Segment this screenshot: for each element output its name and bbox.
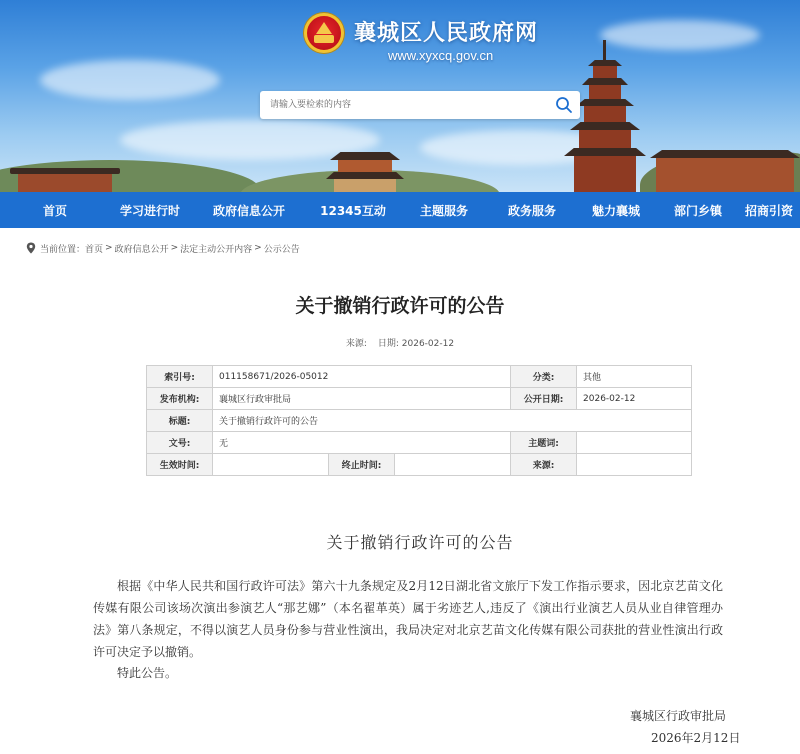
table-row xyxy=(147,366,692,388)
pubdate-label: 公开日期: xyxy=(511,388,577,410)
table-row xyxy=(147,454,692,476)
nav-item-charm-xiangcheng[interactable]: 魅力襄城 xyxy=(591,203,640,218)
subject-value xyxy=(577,432,692,454)
source-label: 来源: xyxy=(345,339,367,349)
header-banner xyxy=(0,0,800,192)
publisher-label: 发布机构: xyxy=(147,388,213,410)
title-value: 关于撤销行政许可的公告 xyxy=(213,410,692,432)
source-info-label: 来源: xyxy=(511,454,577,476)
breadcrumb-separator: > xyxy=(254,243,262,253)
title-label: 标题: xyxy=(147,410,213,432)
pavilion-illustration xyxy=(330,152,400,192)
breadcrumb xyxy=(26,241,300,255)
document-info-table xyxy=(146,365,692,476)
table-row xyxy=(147,432,692,454)
signature-date: 2026年2月12日 xyxy=(651,731,741,745)
subject-label: 主题词: xyxy=(511,432,577,454)
index-label: 索引号: xyxy=(147,366,213,388)
breadcrumb-statutory-content[interactable]: 法定主动公开内容 xyxy=(180,244,253,255)
nav-item-12345[interactable]: 12345互动 xyxy=(320,203,386,218)
signature-agency: 襄城区行政审批局 xyxy=(630,709,727,723)
nav-item-gov-info[interactable]: 政府信息公开 xyxy=(212,203,285,218)
nav-item-departments[interactable]: 部门乡镇 xyxy=(673,203,722,218)
index-value: 011158671/2026-05012 xyxy=(213,366,511,388)
nav-item-study[interactable]: 学习进行时 xyxy=(119,203,180,218)
article-date: 2026-02-12 xyxy=(401,339,455,349)
publisher-value: 襄城区行政审批局 xyxy=(213,388,511,410)
end-value xyxy=(395,454,511,476)
table-row xyxy=(147,388,692,410)
document-body: 根据《中华人民共和国行政许可法》第六十九条规定及2月12日湖北省文旅厅下发工作指示要求，因北京艺苗文化传媒有限公司该场次演出参演艺人“那艺娜”（本名翟革英）属于劣迹艺人,违反了《演出行业演艺人员从业自律管理办法》第八条规定，不得以演艺人员身份参与营业性演出，我局决定对北京艺苗文化传媒有限公司获批的营业性演出行政许可决定予以撤销。 xyxy=(93,579,723,659)
pavilion-illustration xyxy=(0,168,130,192)
nav-item-investment[interactable]: 招商引资 xyxy=(744,203,793,218)
location-pin-icon xyxy=(26,242,36,254)
date-label: 日期: 2026-02-12 xyxy=(377,339,455,349)
breadcrumb-gov-info[interactable]: 政府信息公开 xyxy=(114,244,169,255)
pavilion-illustration xyxy=(650,150,800,192)
search-box xyxy=(260,91,580,119)
nav-item-home[interactable]: 首页 xyxy=(42,203,67,218)
nav-item-theme-services[interactable]: 主题服务 xyxy=(419,203,468,218)
page-title: 关于撤销行政许可的公告 xyxy=(295,295,505,317)
document-closing: 特此公告。 xyxy=(117,666,178,680)
breadcrumb-separator: > xyxy=(170,243,179,253)
source-info-value xyxy=(577,454,692,476)
document-heading: 关于撤销行政许可的公告 xyxy=(326,533,514,552)
site-title[interactable]: 襄城区人民政府网 xyxy=(354,21,539,46)
nav-item-gov-services[interactable]: 政务服务 xyxy=(507,203,556,218)
category-label: 分类: xyxy=(511,366,577,388)
breadcrumb-prefix: 当前位置： xyxy=(40,244,86,255)
category-value: 其他 xyxy=(577,366,692,388)
article-meta xyxy=(0,336,800,349)
main-nav xyxy=(0,192,800,228)
search-icon[interactable] xyxy=(554,95,574,115)
end-label: 终止时间: xyxy=(329,454,395,476)
docno-value: 无 xyxy=(213,432,511,454)
docno-label: 文号: xyxy=(147,432,213,454)
breadcrumb-announcements[interactable]: 公示公告 xyxy=(263,244,300,255)
table-row xyxy=(147,410,692,432)
breadcrumb-separator: > xyxy=(105,243,113,253)
breadcrumb-home[interactable]: 首页 xyxy=(85,244,104,255)
effective-value xyxy=(213,454,329,476)
site-url: www.xyxcq.gov.cn xyxy=(388,48,494,63)
cloud-decoration xyxy=(40,60,220,100)
pubdate-value: 2026-02-12 xyxy=(577,388,692,410)
effective-label: 生效时间: xyxy=(147,454,213,476)
search-input[interactable] xyxy=(260,91,545,119)
national-emblem-icon xyxy=(304,13,344,53)
